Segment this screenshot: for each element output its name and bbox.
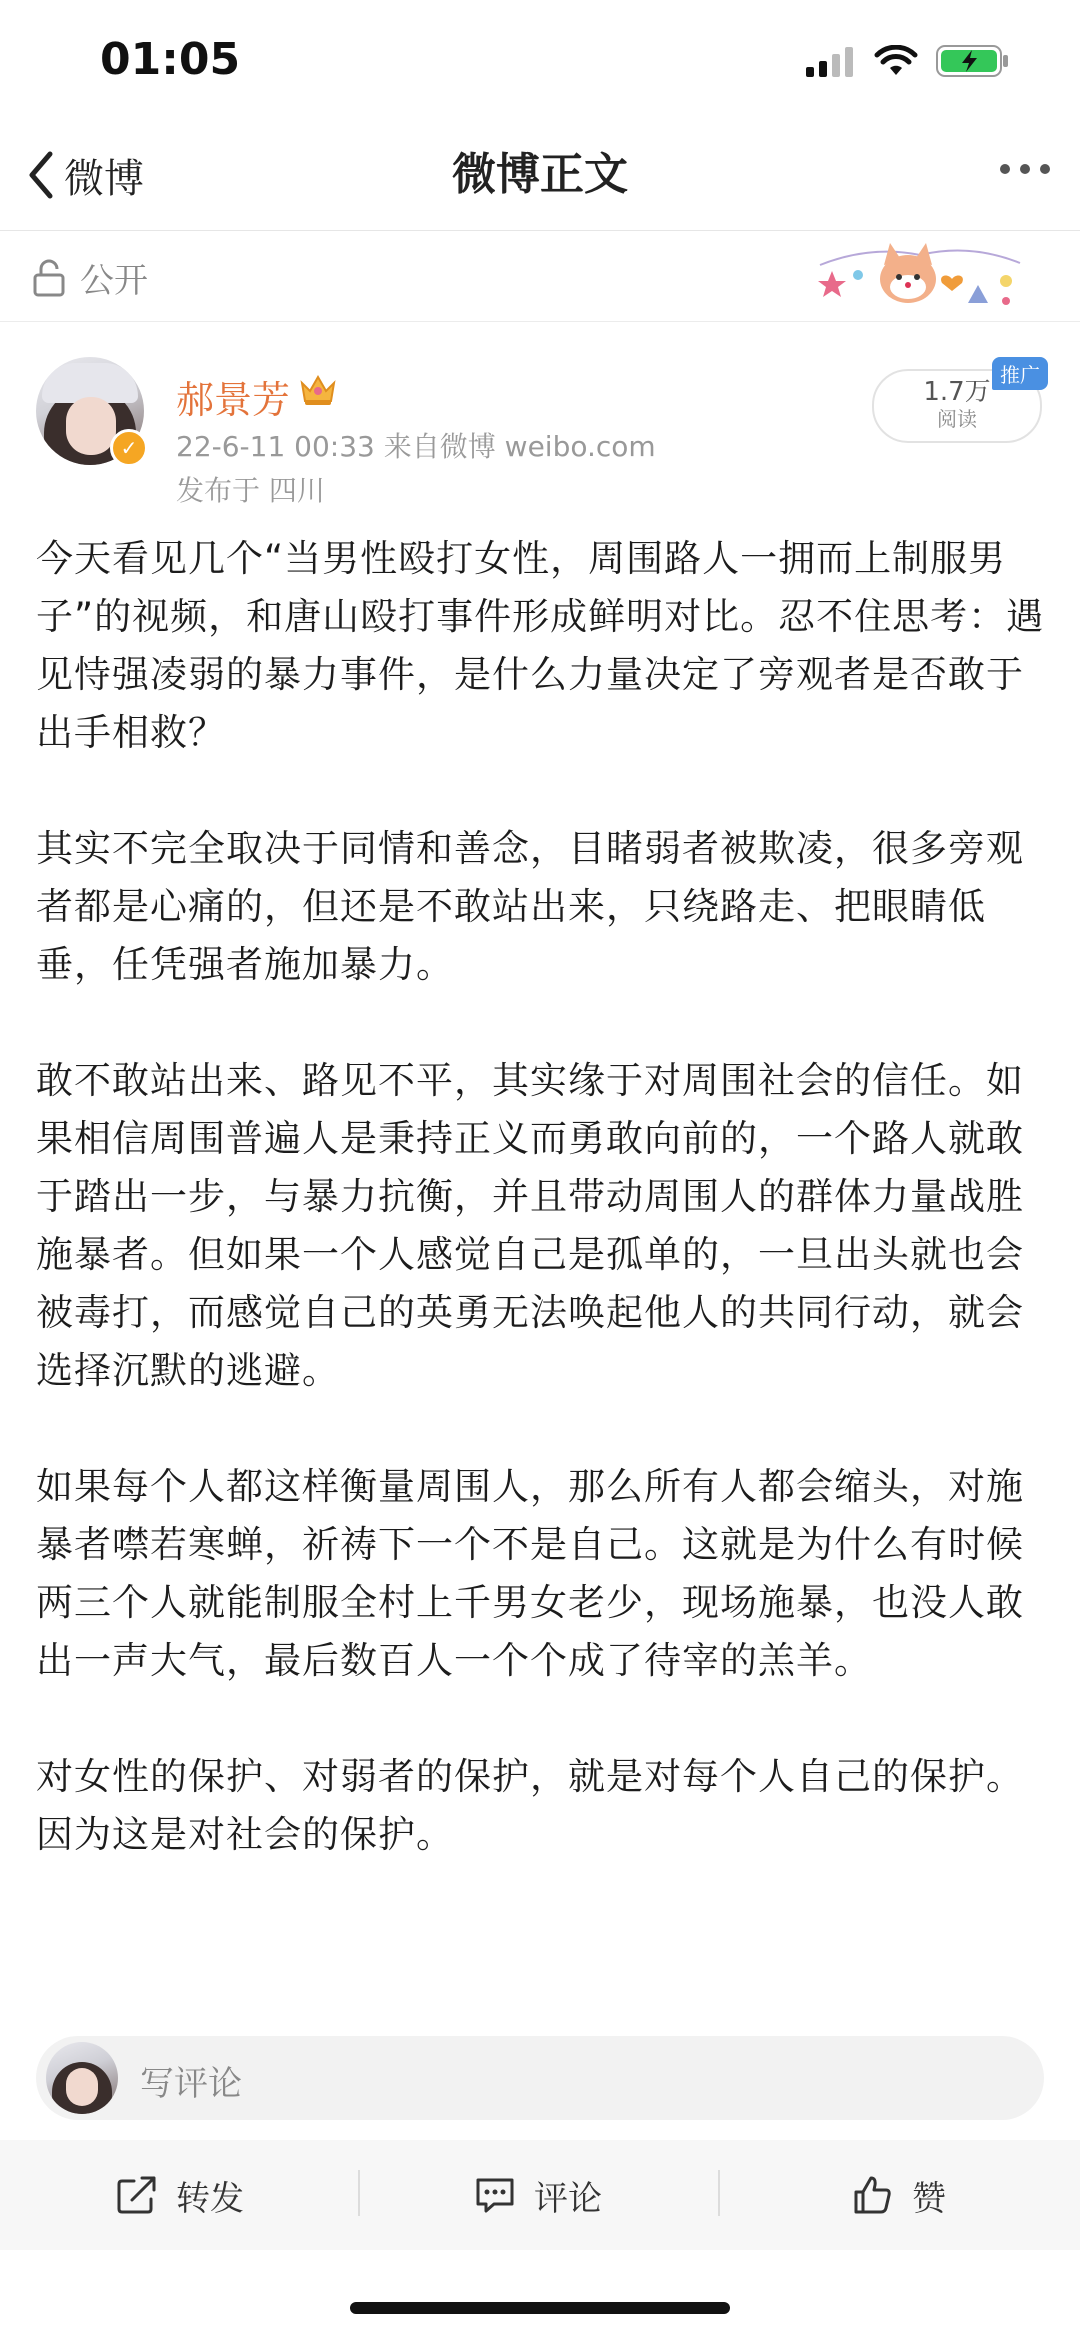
more-dot-icon <box>1040 164 1050 174</box>
read-count-badge[interactable] <box>872 363 1042 443</box>
user-avatar <box>46 2042 118 2114</box>
post-paragraph: 敢不敢站出来、路见不平，其实缘于对周围社会的信任。如果相信周围普遍人是秉持正义而勇敢向前的，一个路人就敢于踏出一步，与暴力抗衡，并且带动周围人的群体力量战胜施暴者。但如果一个人感觉自己是孤单的，一旦出头就也会被毒打，而感觉自己的英勇无法唤起他人的共同行动，就会选择沉默的逃避。 <box>36 1059 1024 1392</box>
post-location: 发布于 四川 <box>176 474 325 507</box>
read-count-value: 1.7万 <box>923 377 991 407</box>
post-body <box>36 530 1046 1922</box>
divider <box>718 2170 720 2216</box>
home-indicator <box>350 2302 730 2314</box>
privacy-row <box>0 231 1080 322</box>
more-options-button[interactable] <box>1000 164 1050 174</box>
post-paragraph: 如果每个人都这样衡量周围人，那么所有人都会缩头，对施暴者噤若寒蝉，祈祷下一个不是自己。这就是为什么有时候两三个人就能制服全村上千男女老少，现场施暴，也没人敢出一声大气，最后数百人一个个成了待宰的羔羊。 <box>36 1465 1024 1682</box>
post-paragraph: 其实不完全取决于同情和善念，目睹弱者被欺凌，很多旁观者都是心痛的，但还是不敢站出来，只绕路走、把眼睛低垂，任凭强者施加暴力。 <box>36 827 1024 986</box>
post-header <box>0 321 1080 511</box>
like-label: 赞 <box>912 2178 946 2219</box>
repost-button[interactable] <box>116 2170 244 2220</box>
nav-bar <box>0 120 1080 231</box>
comment-button[interactable] <box>474 2170 602 2220</box>
action-bar <box>0 2140 1080 2250</box>
post-paragraph: 对女性的保护、对弱者的保护，就是对每个人自己的保护。因为这是对社会的保护。 <box>36 1755 1024 1856</box>
wifi-icon <box>874 45 918 77</box>
crown-icon <box>298 371 338 407</box>
promo-tag[interactable]: 推广 <box>992 357 1048 390</box>
more-dot-icon <box>1020 164 1030 174</box>
like-button[interactable] <box>852 2170 946 2220</box>
divider <box>358 2170 360 2216</box>
unlock-icon <box>32 258 66 298</box>
post-paragraph: 今天看见几个“当男性殴打女性，周围路人一拥而上制服男子”的视频，和唐山殴打事件形成鲜明对比。忍不住思考：遇见恃强凌弱的暴力事件，是什么力量决定了旁观者是否敢于出手相救？ <box>36 537 1045 754</box>
author-name[interactable]: 郝景芳 <box>176 378 291 422</box>
author-avatar[interactable] <box>36 357 144 465</box>
comment-label: 评论 <box>534 2178 602 2219</box>
fox-sticker-icon <box>810 235 1030 319</box>
status-time: 01:05 <box>100 34 241 85</box>
repost-label: 转发 <box>176 2178 244 2219</box>
back-label: 微博 <box>64 155 144 202</box>
status-icons <box>806 44 1010 78</box>
comment-input-bar[interactable] <box>36 2036 1044 2120</box>
post-meta: 22-6-11 00:33 来自微博 weibo.com <box>176 430 656 463</box>
read-count-label: 阅读 <box>937 407 977 431</box>
battery-charging-icon <box>936 44 1010 78</box>
page-title: 微博正文 <box>452 149 628 200</box>
thumbs-up-icon <box>852 2174 894 2216</box>
privacy-label: 公开 <box>80 261 148 301</box>
verified-badge-icon: ✓ <box>110 429 148 467</box>
cellular-signal-icon <box>806 45 856 77</box>
repost-icon <box>116 2175 158 2215</box>
status-bar <box>0 0 1080 120</box>
comment-icon <box>474 2175 516 2215</box>
privacy-indicator[interactable] <box>32 253 148 302</box>
comment-placeholder: 写评论 <box>140 2064 242 2104</box>
more-dot-icon <box>1000 164 1010 174</box>
